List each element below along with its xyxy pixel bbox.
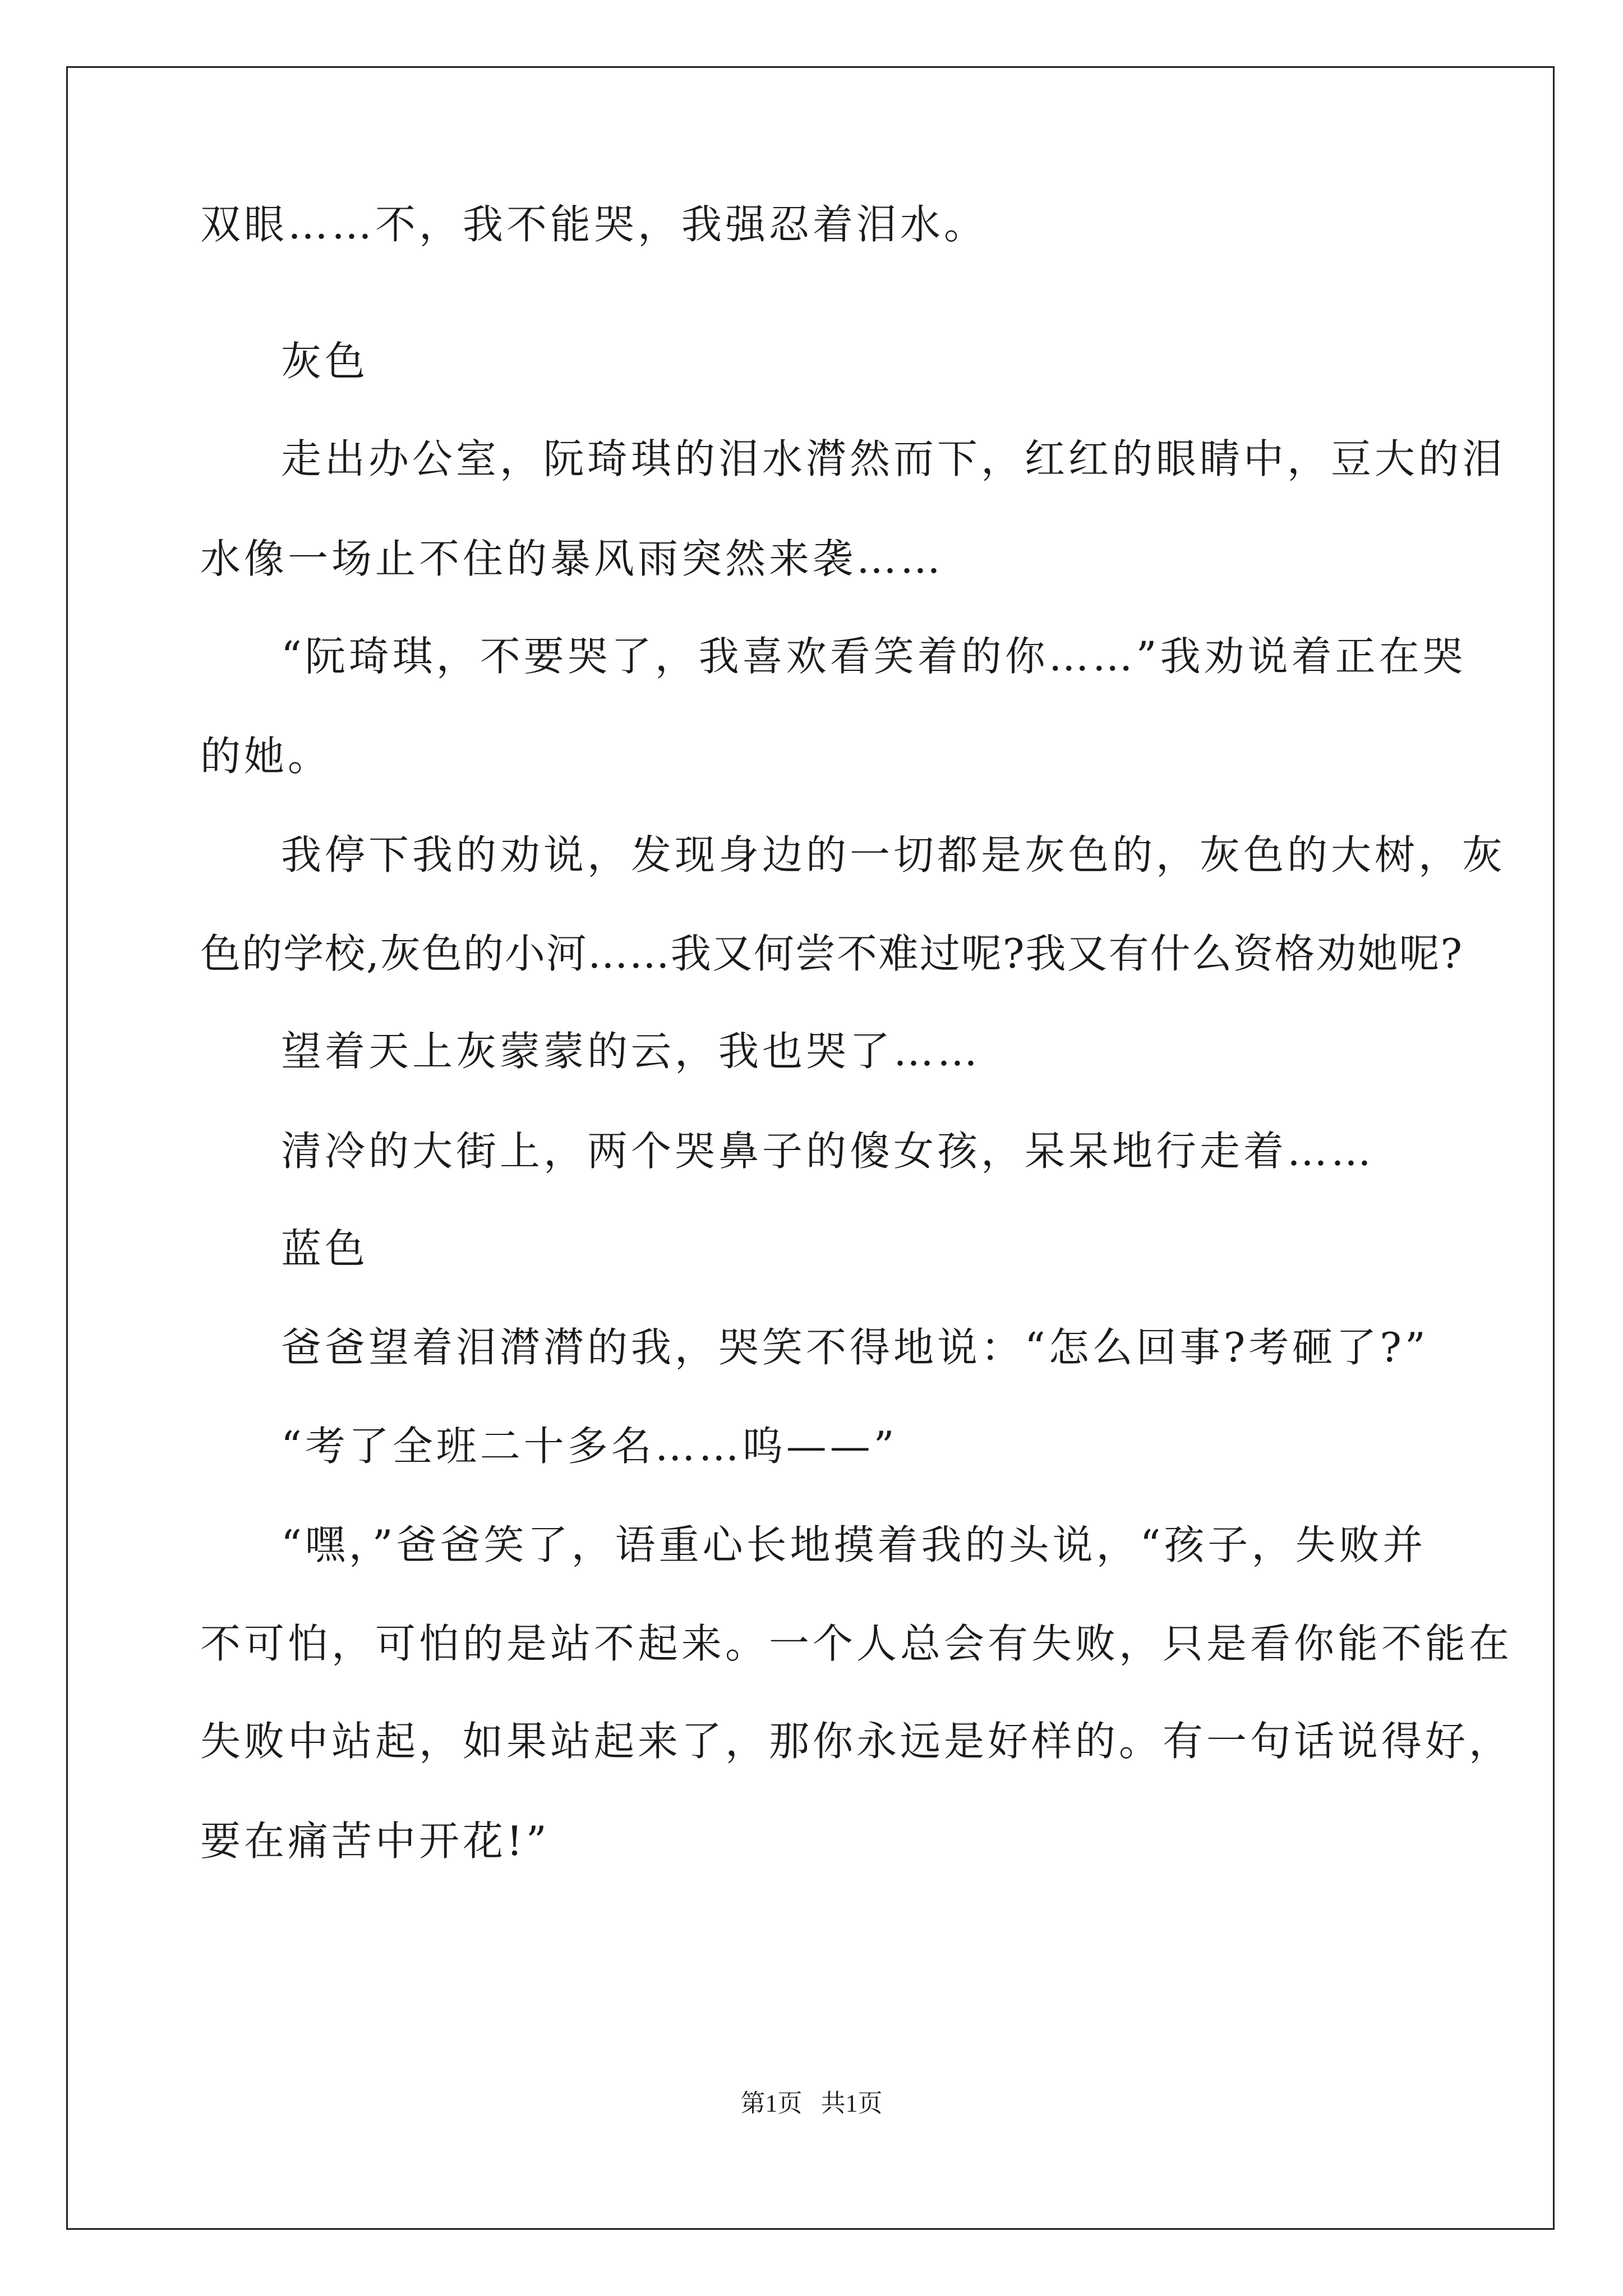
text-line: 要在痛苦中开花!” <box>200 1818 550 1865</box>
text-line: 望着天上灰蒙蒙的云，我也哭了…… <box>281 1028 981 1075</box>
text-line: 爸爸望着泪潸潸的我，哭笑不得地说：“怎么回事?考砸了?” <box>281 1324 1429 1371</box>
text-line: 水像一场止不住的暴风雨突然来袭…… <box>200 535 944 582</box>
text-line: 我停下我的劝说，发现身边的一切都是灰色的，灰色的大树，灰 <box>281 831 1506 878</box>
text-line: 色的学校,灰色的小河……我又何尝不难过呢?我又有什么资格劝她呢? <box>200 930 1464 977</box>
text-line: 失败中站起，如果站起来了，那你永远是好样的。有一句话说得好， <box>200 1718 1513 1765</box>
text-line: 不可怕，可怕的是站不起来。一个人总会有失败，只是看你能不能在 <box>200 1620 1513 1667</box>
text-line: 双眼……不，我不能哭，我强忍着泪水。 <box>200 201 988 248</box>
section-heading-gray: 灰色 <box>281 338 369 385</box>
text-line: 走出办公室，阮琦琪的泪水潸然而下，红红的眼睛中，豆大的泪 <box>281 435 1506 482</box>
text-line: 清冷的大街上，两个哭鼻子的傻女孩，呆呆地行走着…… <box>281 1128 1375 1175</box>
text-line: “阮琦琪，不要哭了，我喜欢看笑着的你……”我劝说着正在哭 <box>281 633 1467 680</box>
text-line: “嘿，”爸爸笑了，语重心长地摸着我的头说，“孩子，失败并 <box>281 1521 1427 1568</box>
page-number-footer: 第1页 共1页 <box>740 2090 883 2117</box>
section-heading-blue: 蓝色 <box>281 1225 369 1272</box>
text-line: “考了全班二十多名……呜——” <box>281 1423 898 1470</box>
text-line: 的她。 <box>200 733 332 780</box>
